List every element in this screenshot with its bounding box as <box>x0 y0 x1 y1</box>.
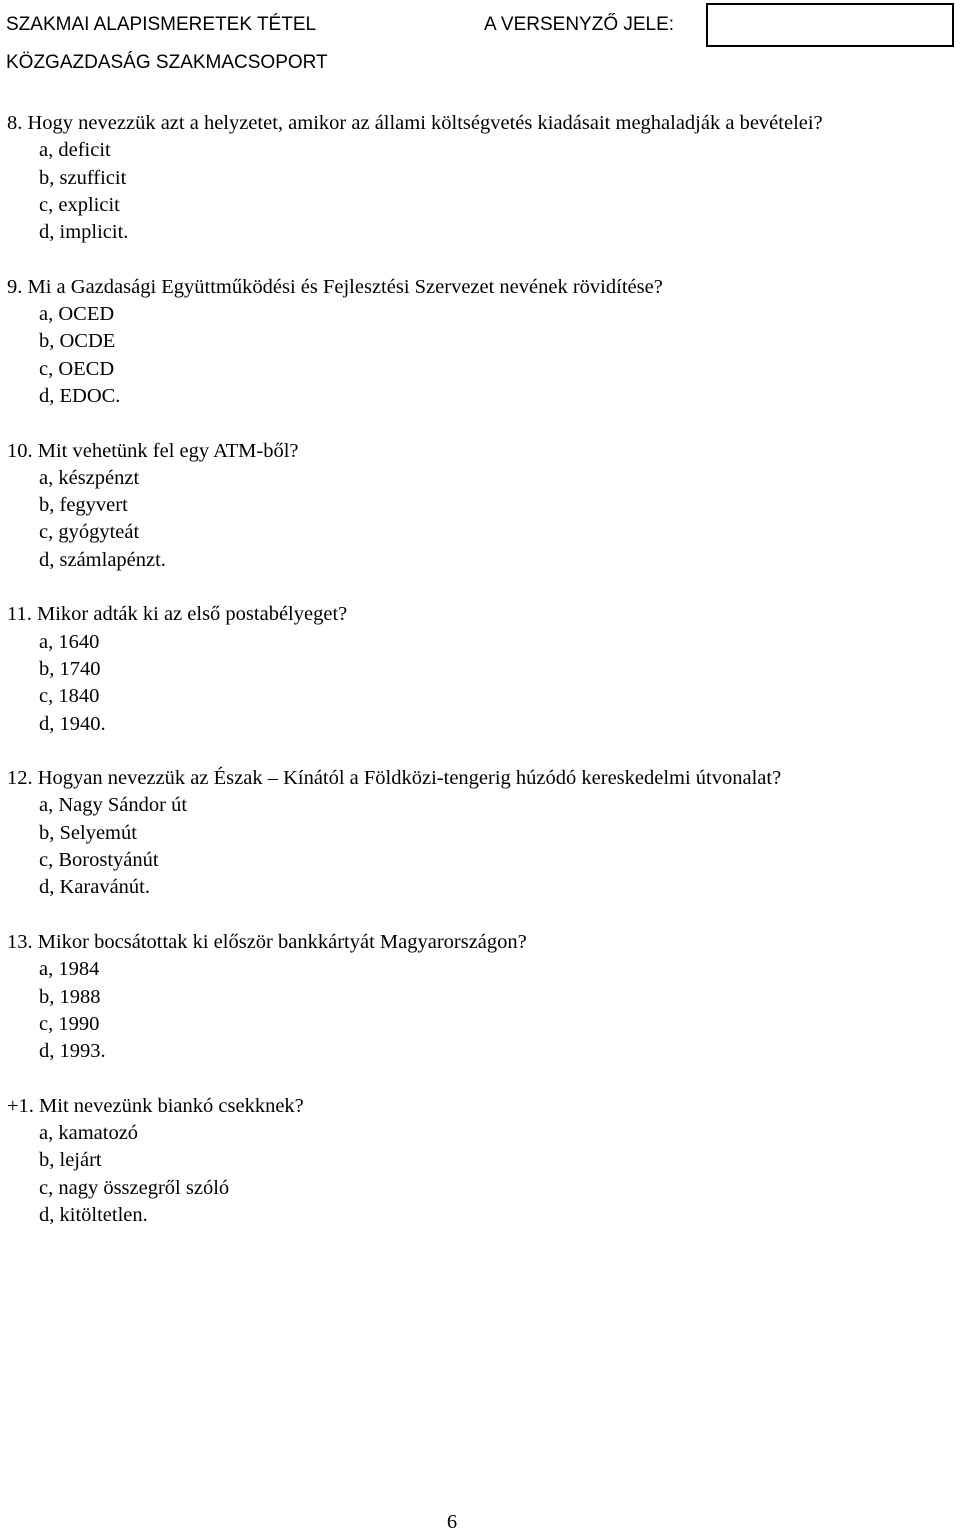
answer-option-b: b, fegyvert <box>39 494 128 517</box>
answer-option-b: b, 1740 <box>39 657 101 680</box>
question-13 <box>7 929 947 1065</box>
answer-option-b: b, OCDE <box>39 330 116 353</box>
answer-option-d: d, 1993. <box>39 1040 106 1063</box>
answer-option-a: a, 1984 <box>39 958 100 981</box>
question-text: 9. Mi a Gazdasági Együttműködési és Fejlesztési Szervezet nevének rövidítése? <box>7 275 663 298</box>
question-bonus <box>7 1093 947 1229</box>
answer-option-c: c, 1840 <box>39 685 100 708</box>
question-10 <box>7 438 947 574</box>
answer-option-d: d, Karavánút. <box>39 876 150 899</box>
competitor-id-box[interactable] <box>706 3 954 47</box>
answer-options <box>7 629 947 738</box>
question-12 <box>7 765 947 901</box>
question-8 <box>7 110 947 246</box>
answer-option-a: a, OCED <box>39 303 115 326</box>
answer-option-d: d, kitöltetlen. <box>39 1203 148 1226</box>
question-text: 8. Hogy nevezzük azt a helyzetet, amikor az állami költségvetés kiadásait meghaladják a bevételei? <box>7 112 823 134</box>
question-text: 11. Mikor adták ki az első postabélyeget? <box>7 603 348 626</box>
answer-option-d: d, 1940. <box>39 712 106 735</box>
competitor-id-label: A VERSENYZŐ JELE: <box>484 14 675 35</box>
answer-options <box>7 465 947 574</box>
answer-options <box>7 1120 947 1229</box>
question-11 <box>7 601 947 737</box>
answer-option-c: c, OECD <box>39 357 115 380</box>
answer-option-a: a, Nagy Sándor út <box>39 794 188 817</box>
question-text: 12. Hogyan nevezzük az Észak – Kínától a Földközi-tengerig húzódó kereskedelmi útvonalat? <box>7 767 782 790</box>
answer-option-a: a, deficit <box>39 139 111 162</box>
answer-option-b: b, lejárt <box>39 1149 102 1172</box>
answer-option-b: b, 1988 <box>39 985 101 1008</box>
question-text: 13. Mikor bocsátottak ki először bankkártyát Magyarországon? <box>7 930 527 953</box>
answer-option-c: c, Borostyánút <box>39 849 159 872</box>
question-text: +1. Mit nevezünk biankó csekknek? <box>7 1094 304 1117</box>
answer-option-a: a, kamatozó <box>39 1121 139 1144</box>
header-title: SZAKMAI ALAPISMERETEK TÉTEL <box>6 14 317 35</box>
answer-options <box>7 956 947 1065</box>
answer-option-c: c, gyógyteát <box>39 521 140 544</box>
question-9 <box>7 274 947 410</box>
answer-option-a: a, készpénzt <box>39 466 140 489</box>
answer-option-a: a, 1640 <box>39 630 100 653</box>
answer-option-b: b, szufficit <box>39 166 127 189</box>
answer-option-d: d, számlapénzt. <box>39 548 166 571</box>
answer-option-d: d, implicit. <box>39 221 129 244</box>
question-list <box>7 110 947 1256</box>
answer-option-c: c, explicit <box>39 193 120 216</box>
answer-option-d: d, EDOC. <box>39 384 121 407</box>
answer-options <box>7 792 947 901</box>
header-subtitle: KÖZGAZDASÁG SZAKMACSOPORT <box>6 52 328 73</box>
answer-option-b: b, Selyemút <box>39 821 137 844</box>
answer-option-c: c, 1990 <box>39 1012 100 1035</box>
page-number: 6 <box>446 1511 458 1533</box>
answer-option-c: c, nagy összegről szóló <box>39 1176 230 1199</box>
answer-options <box>7 301 947 410</box>
answer-options <box>7 137 947 246</box>
question-text: 10. Mit vehetünk fel egy ATM-ből? <box>7 439 299 462</box>
